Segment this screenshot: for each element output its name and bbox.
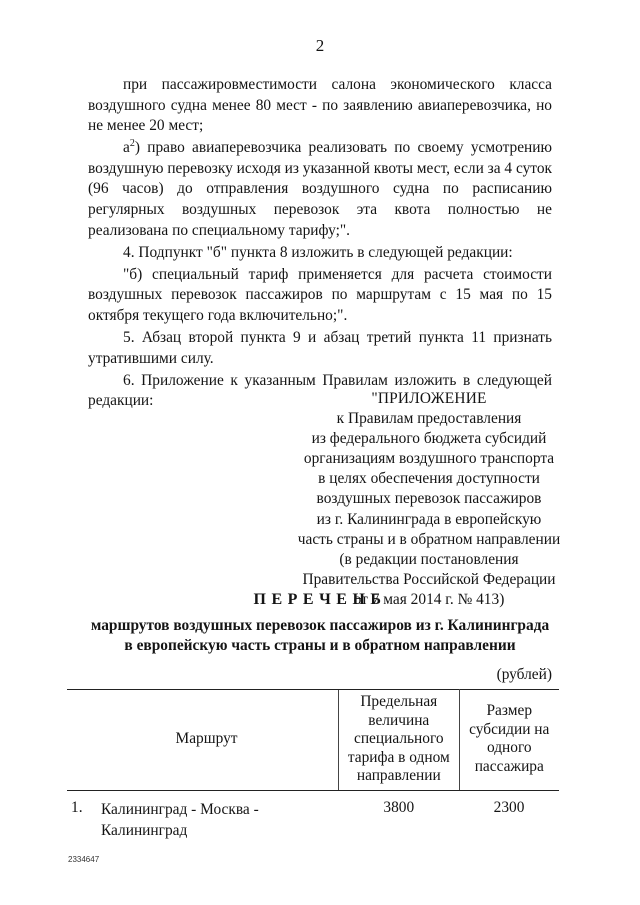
table-row: [67, 790, 559, 841]
paragraph-passenger-capacity: [88, 75, 552, 137]
routes-table-wrapper: [67, 689, 559, 841]
header-subsidy: Размер субсидии на одного пассажира: [459, 690, 559, 791]
appendix-line: к Правилам предоставления: [336, 410, 522, 428]
paragraph-a2-right: [88, 138, 552, 241]
paragraph-subitem-b: "б) специальный тариф применяется для расчета стоимости воздушных перевозок пассажиров по маршрутам с 15 мая по 15 октября текущего года включительно;".: [88, 265, 552, 325]
list-title: ПЕРЕЧЕНЬ: [253, 591, 387, 608]
subsidy-cell: 2300: [493, 798, 525, 816]
tariff-cell: 3800: [383, 798, 415, 816]
paragraph-item-6: 6. Приложение к указанным Правилам изложить в следующей редакции:: [88, 371, 552, 410]
appendix-line: часть страны и в обратном направлении: [297, 530, 561, 548]
superscript-2: 2: [129, 138, 135, 150]
appendix-line: в целях обеспечения доступности: [318, 470, 540, 488]
paragraph-item-5: 5. Абзац второй пункта 9 и абзац третий пункта 11 признать утратившими силу.: [88, 329, 552, 367]
appendix-heading-block: [284, 389, 574, 610]
appendix-line: от 7 мая 2014 г. № 413): [353, 590, 505, 608]
paragraph-item-4: 4. Подпункт "б" пункта 8 изложить в следующей редакции:: [123, 243, 513, 261]
header-tariff: Предельная величина специального тарифа в одном направлении: [339, 690, 459, 791]
appendix-line: воздушных перевозок пассажиров: [316, 490, 542, 508]
appendix-line: организациям воздушного транспорта: [303, 450, 555, 468]
appendix-line: из г. Калининграда в европейскую: [316, 510, 542, 528]
appendix-line: (в редакции постановления: [339, 550, 519, 568]
header-route: Маршрут: [67, 690, 339, 791]
route-cell: [67, 790, 339, 841]
appendix-line: из федерального бюджета субсидий: [311, 430, 547, 448]
routes-table: [67, 689, 559, 841]
route-name: Калининград - Москва - Калининград: [101, 800, 259, 839]
paragraph-prefix: а: [123, 139, 130, 157]
table-header-row: [67, 690, 559, 791]
currency-note: (рублей): [496, 666, 552, 683]
list-subtitle: [70, 616, 570, 656]
document-body: [88, 75, 552, 414]
document-code: 2334647: [68, 855, 100, 864]
paragraph-text: при пассажировместимости салона экономического класса воздушного судна менее 80 мест - по заявлению авиаперевозчика, но не менее 20 мест;: [88, 76, 552, 135]
row-number: 1.: [71, 798, 83, 816]
page-number: 2: [315, 36, 325, 55]
appendix-title: "ПРИЛОЖЕНИЕ: [371, 390, 487, 407]
list-subtitle-line: маршрутов воздушных перевозок пассажиров из г. Калининграда: [90, 617, 550, 634]
appendix-line: Правительства Российской Федерации: [302, 570, 556, 588]
list-subtitle-line: в европейскую часть страны и в обратном направлении: [124, 637, 516, 654]
paragraph-text: ) право авиаперевозчика реализовать по своему усмотрению воздушную перевозку исходя из указанной квоты мест, если за 4 суток (96 часов) до отправления воздушного судна по расписанию регулярных воздушных перевозок эта квота полностью не реализована по специальному тарифу;".: [88, 139, 552, 239]
